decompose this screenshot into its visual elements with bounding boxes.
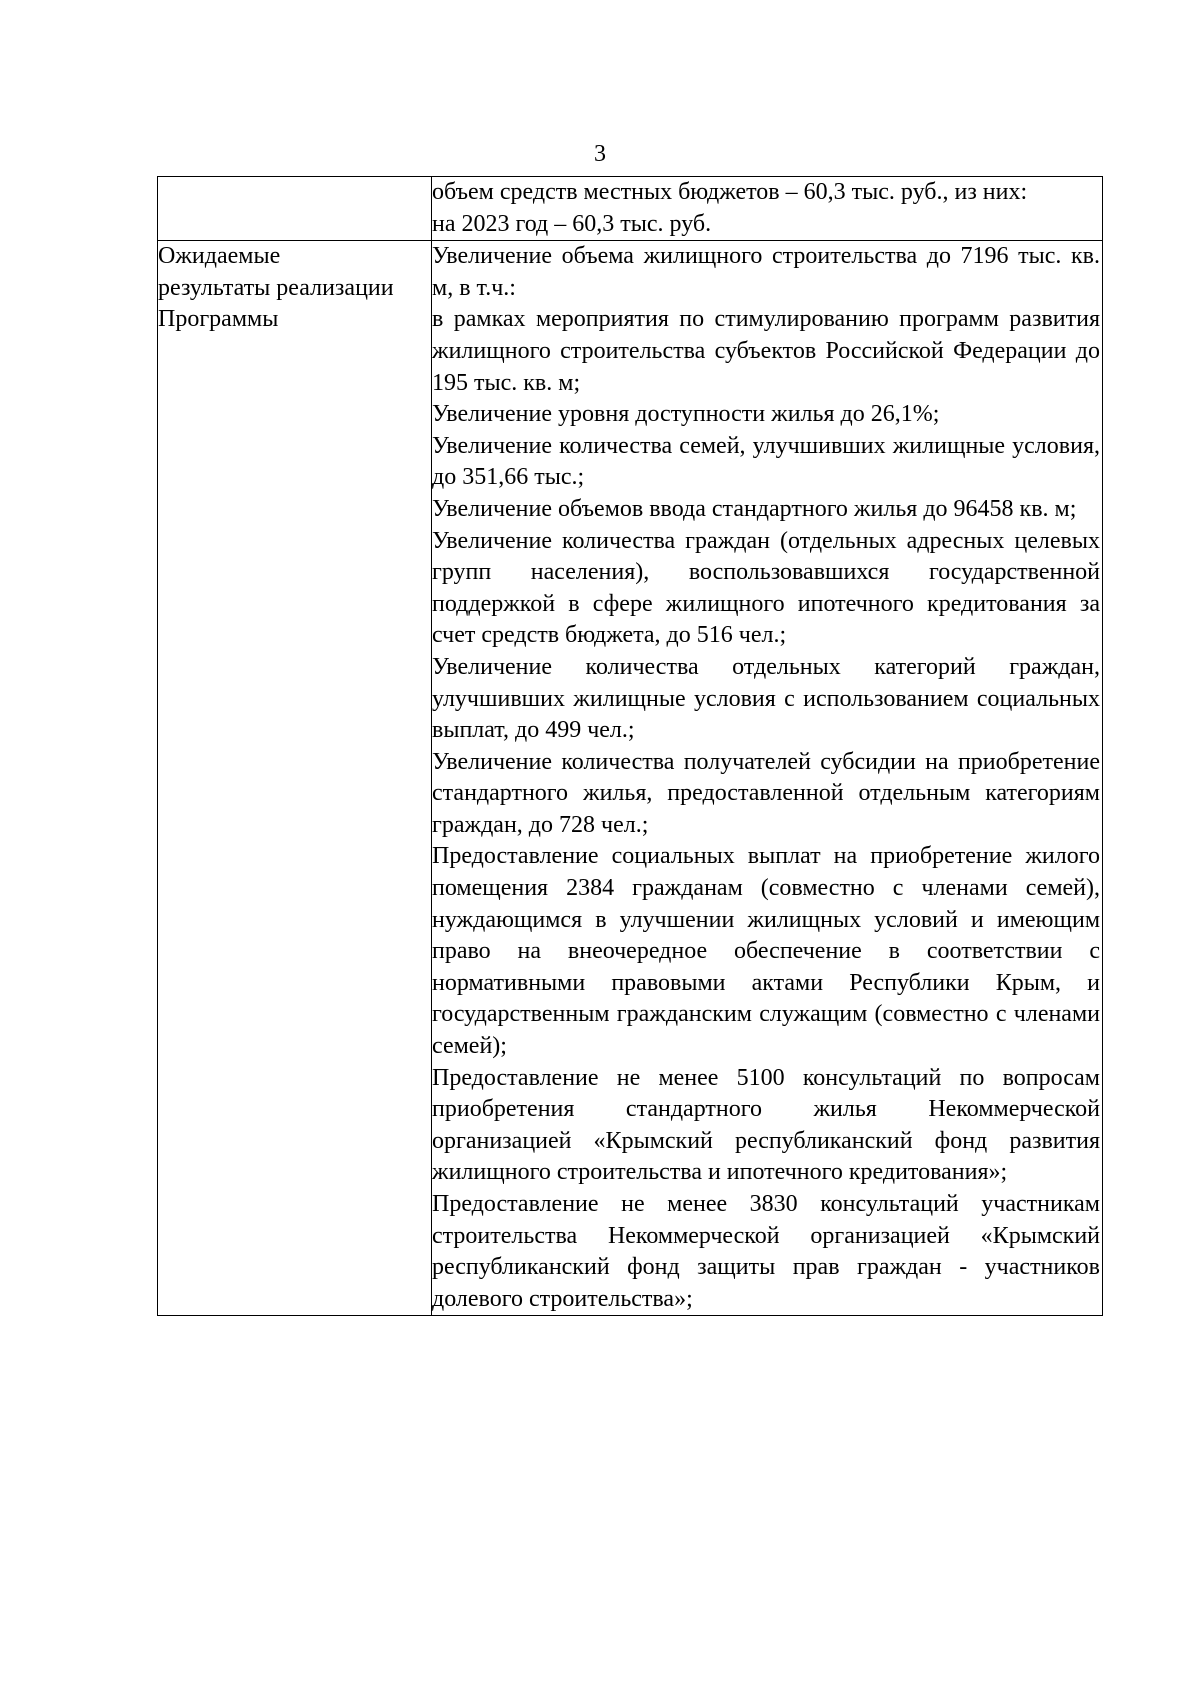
value-paragraph: Увеличение уровня доступности жилья до 26,1%;: [432, 401, 940, 428]
value-paragraph: Увеличение количества семей, улучшивших жилищные условия, до 351,66 тыс.;: [432, 432, 1100, 491]
table-row: [158, 177, 1103, 241]
program-passport-table: [157, 176, 1103, 1316]
row-label-cell: Ожидаемые результаты реализации Программы: [158, 241, 432, 1316]
page-number: 3: [594, 141, 606, 167]
value-paragraph: Увеличение количества граждан (отдельных адресных целевых групп населения), воспользовавшихся государственной поддержкой в сфере жилищного ипотечного кредитования за счет средств бюджета, до 516 чел.;: [432, 527, 1100, 649]
value-paragraph: Увеличение количества отдельных категорий граждан, улучшивших жилищные условия с использованием социальных выплат, до 499 чел.;: [432, 653, 1100, 744]
row-value-cell: [432, 241, 1103, 1316]
value-paragraph: Увеличение объемов ввода стандартного жилья до 96458 кв. м;: [432, 495, 1077, 522]
table-row: [158, 241, 1103, 1316]
value-paragraph: на 2023 год – 60,3 тыс. руб.: [432, 210, 712, 237]
value-paragraph: Увеличение объема жилищного строительства до 7196 тыс. кв. м, в т.ч.:: [432, 243, 1100, 301]
value-paragraph: Предоставление не менее 3830 консультаций участникам строительства Некоммерческой организацией «Крымский республиканский фонд защиты прав граждан - участников долевого строительства»;: [432, 1191, 1100, 1312]
row-value-cell: [432, 177, 1103, 241]
row-label-cell: [158, 177, 432, 241]
value-paragraph: в рамках мероприятия по стимулированию программ развития жилищного строительства субъектов Российской Федерации до 195 тыс. кв. м;: [432, 306, 1100, 396]
value-paragraph: Предоставление не менее 5100 консультаций по вопросам приобретения стандартного жилья Некоммерческой организацией «Крымский республиканский фонд развития жилищного строительства и ипотечного кредитования»;: [432, 1064, 1100, 1186]
value-paragraph: объем средств местных бюджетов – 60,3 тыс. руб., из них:: [432, 179, 1028, 205]
value-paragraph: Увеличение количества получателей субсидии на приобретение стандартного жилья, предоставленной отдельным категориям граждан, до 728 чел.;: [432, 748, 1100, 838]
value-paragraph: Предоставление социальных выплат на приобретение жилого помещения 2384 гражданам (совместно с членами семей), нуждающимся в улучшении жилищных условий и имеющим право на внеочередное обеспечение в соответствии с нормативными правовыми актами Республики Крым, и государственным гражданским служащим (совместно с членами семей);: [432, 843, 1100, 1060]
